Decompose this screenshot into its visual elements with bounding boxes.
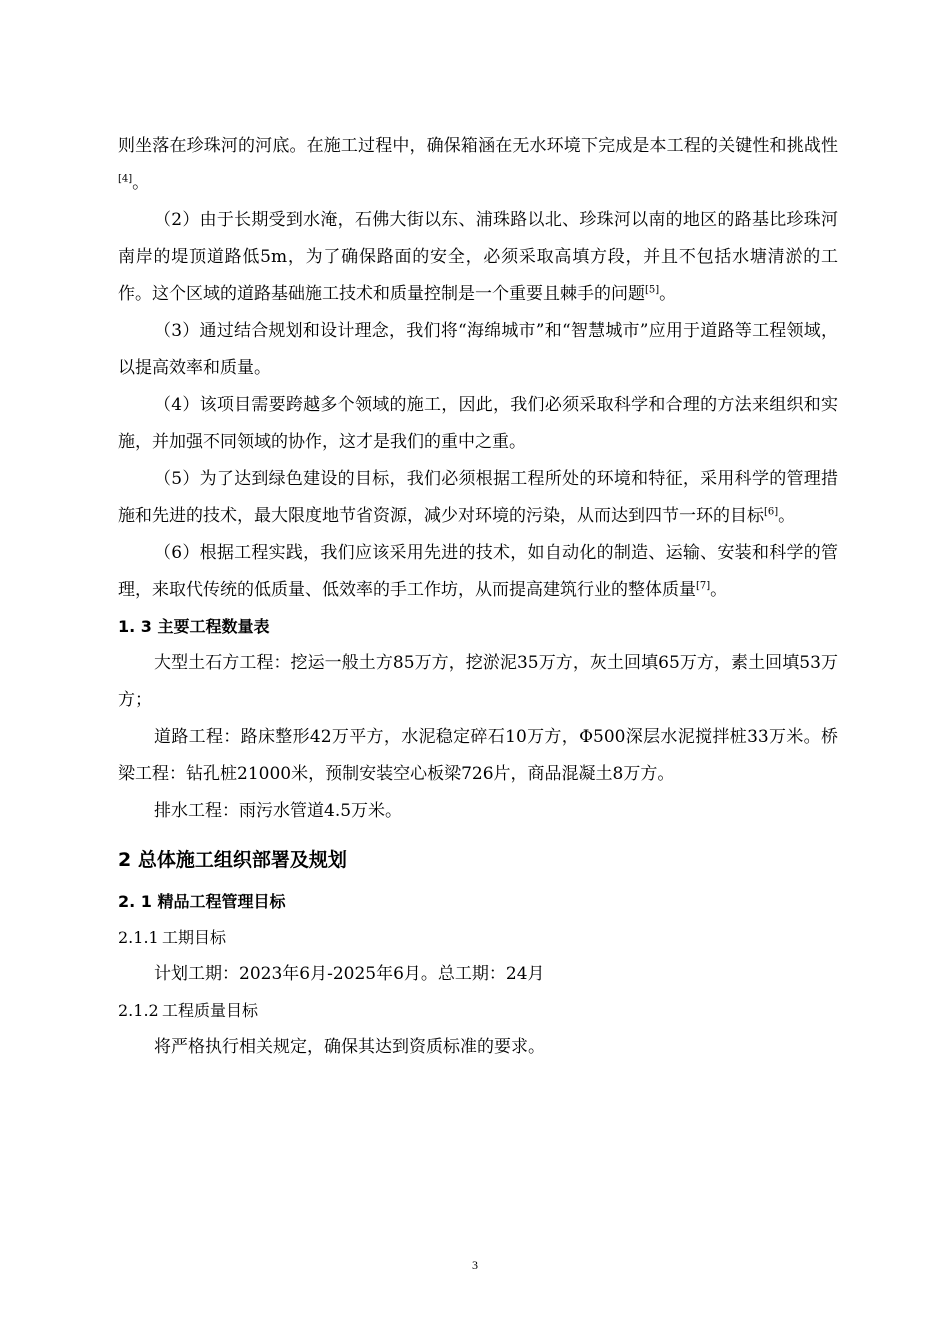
paragraph-drainage: 排水工程：雨污水管道4.5万米。 xyxy=(154,801,403,821)
paragraph-item-3: （3）通过结合规划和设计理念，我们将“海绵城市”和“智慧城市”应用于道路等工程领域，以提高效率和质量。 xyxy=(118,321,838,378)
paragraph-continued xyxy=(118,128,838,202)
paragraph-end: 。 xyxy=(659,284,677,304)
heading-2: 2 总体施工组织部署及规划 xyxy=(118,849,347,871)
paragraph-text: （5）为了达到绿色建设的目标，我们必须根据工程所处的环境和特征，采用科学的管理措施和先进的技术，最大限度地节省资源，减少对环境的污染，从而达到四节一环的目标 xyxy=(118,469,838,526)
paragraph-item-4: （4）该项目需要跨越多个领域的施工，因此，我们必须采取科学和合理的方法来组织和实施，并加强不同领域的协作，这才是我们的重中之重。 xyxy=(118,395,838,452)
paragraph-item-2 xyxy=(118,202,838,313)
paragraph-end: 。 xyxy=(710,580,728,600)
citation-ref: [7] xyxy=(696,580,711,592)
paragraph-road: 道路工程：路床整形42万平方，水泥稳定碎石10万方，Φ500深层水泥搅拌桩33万米。桥梁工程：钻孔桩21000米，预制安装空心板梁726片，商品混凝土8万方。 xyxy=(118,727,838,784)
paragraph-earthwork: 大型土石方工程：挖运一般土方85万方，挖淤泥35万方，灰土回填65万方，素土回填53万方； xyxy=(118,653,838,710)
heading-2-1-1 xyxy=(118,920,838,956)
citation-ref: [4] xyxy=(118,173,133,185)
paragraph-end: 。 xyxy=(132,173,150,193)
heading-2-1: 2. 1 精品工程管理目标 xyxy=(118,892,286,911)
paragraph-end: 。 xyxy=(778,506,796,526)
page-content xyxy=(118,128,838,1066)
heading-number: 2.1.2 xyxy=(118,1001,159,1020)
paragraph-quality: 将严格执行相关规定，确保其达到资质标准的要求。 xyxy=(154,1037,545,1057)
paragraph-text: 则坐落在珍珠河的河底。在施工过程中，确保箱涵在无水环境下完成是本工程的关键性和挑战性 xyxy=(118,136,838,156)
paragraph-item-6 xyxy=(118,535,838,609)
citation-ref: [5] xyxy=(645,284,660,296)
citation-ref: [6] xyxy=(764,506,779,518)
heading-title: 工程质量目标 xyxy=(162,1001,259,1020)
paragraph-text: （2）由于长期受到水淹，石佛大街以东、浦珠路以北、珍珠河以南的地区的路基比珍珠河南岸的堤顶道路低5m，为了确保路面的安全，必须采取高填方段，并且不包括水塘清淤的工作。这个区域的道路基础施工技术和质量控制是一个重要且棘手的问题 xyxy=(118,210,838,304)
heading-2-1-2 xyxy=(118,993,838,1029)
heading-1-3: 1. 3 主要工程数量表 xyxy=(118,617,270,636)
heading-number: 2.1.1 xyxy=(118,928,159,947)
heading-title: 工期目标 xyxy=(162,928,227,947)
paragraph-schedule: 计划工期：2023年6月-2025年6月。总工期：24月 xyxy=(154,964,545,984)
page-number: 3 xyxy=(472,1258,478,1272)
paragraph-text: （6）根据工程实践，我们应该采用先进的技术，如自动化的制造、运输、安装和科学的管理，来取代传统的低质量、低效率的手工作坊，从而提高建筑行业的整体质量 xyxy=(118,543,838,600)
paragraph-item-5 xyxy=(118,461,838,535)
